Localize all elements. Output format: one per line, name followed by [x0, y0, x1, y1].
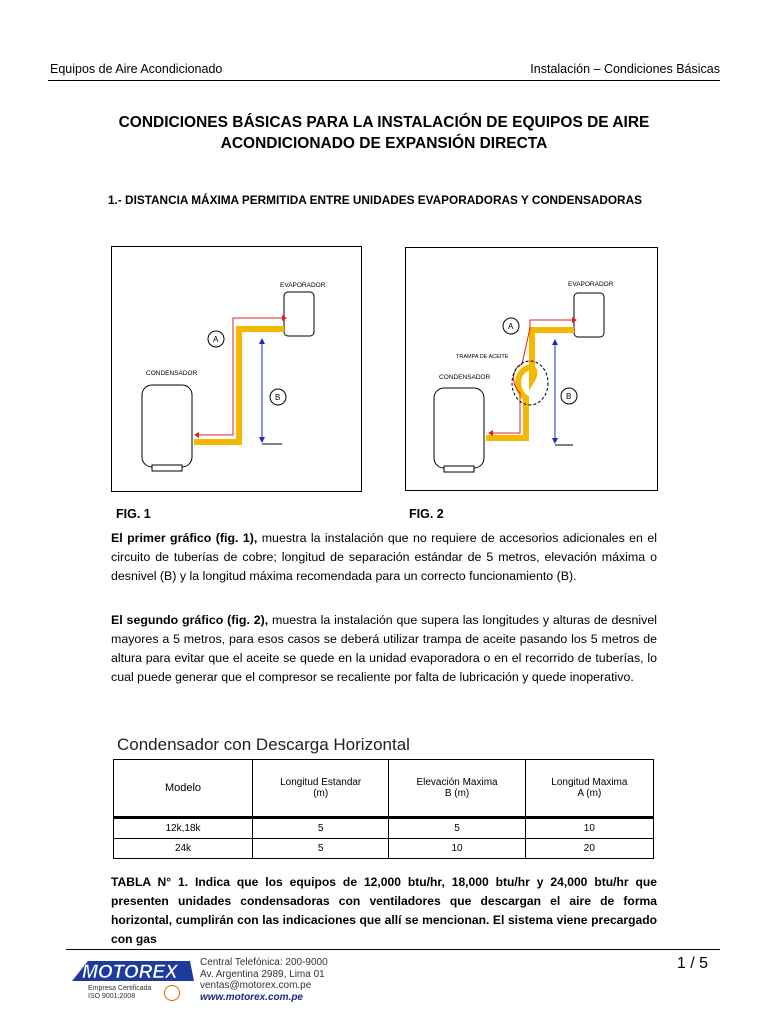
arrow-b-bottom: [552, 438, 558, 444]
paragraph-fig2-body: muestra la instalación que supera las longitudes y alturas de desnivel mayores a 5 metros, para esos casos se deberá utilizar trampa de aceite pasando los 5 metros de altura para evitar que el aceite se quede en la unidad evaporadora o en el recorrido de tuberías, lo cual puede generar que el compresor se recaliente por falta de lubricación y quede inoperativo.: [111, 613, 657, 684]
header-divider: [48, 80, 720, 81]
header-max-elevation-label: Elevación Maxima: [416, 777, 498, 788]
paragraph-fig1-lead: El primer gráfico (fig. 1),: [111, 531, 258, 545]
label-a: A: [508, 322, 514, 331]
table-title: Condensador con Descarga Horizontal: [117, 735, 410, 754]
figure-1-diagram: [112, 247, 361, 491]
cert-line-1: Empresa Certificada: [88, 985, 152, 992]
figure-2-diagram: [406, 248, 657, 490]
header-max-length-label: Longitud Maxima: [551, 777, 628, 788]
arrow-b-bottom: [259, 437, 265, 443]
table-cell: 5: [389, 818, 525, 839]
table-cell: 5: [253, 818, 389, 839]
contact-info: [200, 957, 328, 1003]
evaporator-unit: [574, 293, 604, 337]
table-row: [114, 818, 654, 839]
page-current: 1: [676, 955, 686, 972]
table-cell: 10: [525, 818, 653, 839]
label-b: B: [566, 392, 572, 401]
page-number: [677, 955, 708, 973]
paragraph-fig1-body: muestra la instalación que no requiere de accesorios adicionales en el circuito de tuberías de cobre; longitud de separación estándar de 5 metros, elevación máxima o desnivel (B) y la longitud máxima recomendada para un correcto funcionamiento (B).: [111, 531, 657, 583]
label-b: B: [275, 393, 281, 402]
page-title: [48, 112, 720, 154]
header-standard-length: [253, 760, 389, 818]
footer-divider: [66, 949, 720, 950]
table-row: [114, 839, 654, 859]
table-cell: 20: [525, 839, 653, 859]
page-total: 5: [699, 955, 708, 972]
header-model: Modelo: [114, 760, 253, 818]
evaporator-label: EVAPORADOR: [280, 282, 326, 289]
header-max-length-unit: A (m): [577, 788, 602, 799]
table-note: TABLA N° 1. Indica que los equipos de 12,000 btu/hr, 18,000 btu/hr y 24,000 btu/hr que presenten unidades condensadoras con ventiladores que descargan el aire de forma horizontal, cumplirán con las indicaciones que allí se mencionan. El sistema viene precargado con gas: [111, 875, 657, 946]
table-cell: 10: [389, 839, 525, 859]
condenser-unit: [142, 385, 192, 467]
figure-2-caption: FIG. 2: [409, 507, 444, 521]
paragraph-fig1: [111, 529, 657, 586]
table-cell-model: 24k: [114, 839, 253, 859]
contact-address: Av. Argentina 2989, Lima 01: [200, 968, 325, 980]
refrigerant-pipe: [486, 330, 574, 438]
contact-email[interactable]: ventas@motorex.com.pe: [200, 980, 312, 991]
figure-2: [405, 247, 658, 491]
table-header-row: [114, 760, 654, 818]
table-cell-model: 12k,18k: [114, 818, 253, 839]
cert-line-2: ISO 9001:2008: [88, 993, 136, 1000]
paragraph-fig2-lead: El segundo gráfico (fig. 2),: [111, 613, 269, 627]
motorex-logo: [68, 955, 198, 985]
header-max-elevation-unit: B (m): [444, 788, 470, 799]
figure-1-caption: FIG. 1: [116, 507, 151, 521]
condenser-base: [152, 465, 182, 471]
header-standard-length-label: Longitud Estandar: [280, 777, 362, 788]
contact-website[interactable]: www.motorex.com.pe: [200, 991, 303, 1003]
logo-wordmark: MOTOREX: [82, 962, 178, 983]
oil-trap-label: TRAMPA DE ACEITE: [456, 354, 509, 360]
evaporator-label: EVAPORADOR: [568, 281, 614, 288]
title-line-1: CONDICIONES BÁSICAS PARA LA INSTALACIÓN DE EQUIPOS DE AIRE: [118, 114, 650, 131]
condenser-label: CONDENSADOR: [146, 370, 198, 377]
contact-phone: Central Telefónica: 200-9000: [200, 957, 328, 968]
title-line-2: ACONDICIONADO DE EXPANSIÓN DIRECTA: [220, 135, 548, 152]
spec-table: [113, 759, 654, 859]
header-left: Equipos de Aire Acondicionado: [50, 62, 223, 76]
header-standard-length-unit: (m): [313, 788, 329, 799]
condenser-label: CONDENSADOR: [439, 374, 491, 381]
header-max-elevation: [389, 760, 525, 818]
evaporator-unit: [284, 292, 314, 336]
label-a: A: [213, 335, 219, 344]
table-cell: 5: [253, 839, 389, 859]
header-right: Instalación – Condiciones Básicas: [530, 62, 720, 76]
arrow-a-tail: [194, 432, 199, 438]
condenser-base: [444, 466, 474, 472]
figure-1: [111, 246, 362, 492]
paragraph-fig2: [111, 611, 657, 687]
refrigerant-pipe: [194, 329, 284, 442]
arrow-b-top: [259, 338, 265, 344]
section-heading: 1.- DISTANCIA MÁXIMA PERMITIDA ENTRE UNIDADES EVAPORADORAS Y CONDENSADORAS: [108, 193, 642, 207]
certification: [88, 985, 151, 1001]
certification-seal-icon: [164, 985, 180, 1001]
header-max-length: [525, 760, 653, 818]
condenser-unit: [434, 388, 484, 468]
page-separator: /: [690, 955, 695, 972]
arrow-b-top: [552, 339, 558, 345]
motorex-logo-graphic: [68, 955, 198, 985]
